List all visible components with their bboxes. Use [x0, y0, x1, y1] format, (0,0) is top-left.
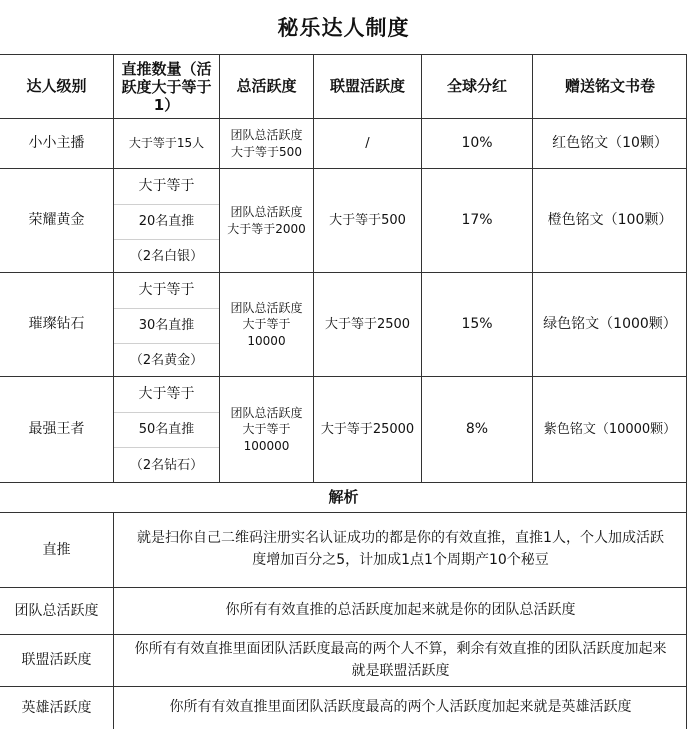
direct-line: 50名直推: [114, 412, 219, 447]
header-gift: 赠送铭文书卷: [532, 55, 687, 118]
header-direct: 直推数量（活跃度大于等于1）: [113, 55, 219, 118]
direct-requirement: 大于等于15人: [113, 119, 219, 168]
analysis-desc: 你所有有效直推的总活跃度加起来就是你的团队总活跃度: [113, 588, 687, 634]
alliance-activity: /: [313, 119, 421, 168]
analysis-term: 英雄活跃度: [21, 699, 92, 716]
direct-line: （2名钻石）: [114, 447, 219, 483]
analysis-desc: 你所有有效直推里面团队活跃度最高的两个人活跃度加起来就是英雄活跃度: [113, 687, 687, 729]
direct-line: （2名白银）: [114, 239, 219, 273]
analysis-term: 直推: [42, 541, 71, 558]
total-activity-line: 大于等于: [242, 422, 291, 437]
direct-line: 大于等于: [138, 282, 195, 299]
direct-line: 20名直推: [114, 204, 219, 239]
analysis-term: 团队总活跃度: [14, 602, 99, 619]
gift-inscription: 绿色铭文（1000颗）: [532, 273, 687, 376]
analysis-row: [0, 512, 687, 587]
global-dividend: 17%: [421, 169, 532, 272]
analysis-term: 联盟活跃度: [21, 652, 92, 669]
header-level: 达人级别: [26, 77, 87, 96]
analysis-desc: 就是扫你自己二维码注册实名认证成功的都是你的有效直推，直推1人，个人加成活跃度增加百分之5，计加成1点1个周期产10个秘豆: [113, 513, 687, 587]
gift-inscription: 橙色铭文（100颗）: [532, 169, 687, 272]
total-activity: [219, 377, 313, 482]
analysis-heading-row: [0, 482, 687, 512]
level-name: 璀璨钻石: [28, 316, 85, 333]
header-alliance: 联盟活跃度: [313, 55, 421, 118]
header-dividend: 全球分红: [421, 55, 532, 118]
table-header-row: [0, 54, 687, 118]
direct-line: 大于等于: [138, 178, 195, 195]
global-dividend: 10%: [421, 119, 532, 168]
direct-requirement: [113, 273, 219, 376]
direct-requirement: [113, 169, 219, 272]
table-row: [0, 168, 687, 272]
gift-inscription: 紫色铭文（10000颗）: [532, 377, 687, 482]
direct-requirement: [113, 377, 219, 482]
alliance-activity: 大于等于25000: [313, 377, 421, 482]
total-activity: [219, 273, 313, 376]
table-row: [0, 118, 687, 168]
total-activity-line: 团队总活跃度: [230, 128, 303, 143]
alliance-activity: 大于等于2500: [313, 273, 421, 376]
level-name: 最强王者: [28, 421, 85, 438]
analysis-row: [0, 587, 687, 634]
analysis-desc: 你所有有效直推里面团队活跃度最高的两个人不算，剩余有效直推的团队活跃度加起来就是联盟活跃度: [113, 635, 687, 686]
total-activity-line: 100000: [243, 438, 290, 453]
total-activity: [219, 119, 313, 168]
header-total: 总活跃度: [219, 55, 313, 118]
page-title: 秘乐达人制度: [277, 16, 410, 40]
total-activity-line: 大于等于: [242, 317, 291, 332]
direct-line: 大于等于: [138, 386, 195, 403]
analysis-row: [0, 634, 687, 686]
analysis-row: [0, 686, 687, 729]
total-activity-line: 大于等于500: [231, 144, 302, 159]
direct-line: （2名黄金）: [114, 343, 219, 377]
gift-inscription: 红色铭文（10颗）: [532, 119, 687, 168]
analysis-heading: 解析: [328, 488, 359, 507]
alliance-activity: 大于等于500: [313, 169, 421, 272]
total-activity-line: 团队总活跃度: [230, 301, 303, 316]
table-row: [0, 376, 687, 482]
total-activity-line: 大于等于2000: [227, 221, 306, 236]
table-row: [0, 272, 687, 376]
total-activity-line: 团队总活跃度: [230, 205, 303, 220]
total-activity-line: 团队总活跃度: [230, 406, 303, 421]
global-dividend: 15%: [421, 273, 532, 376]
total-activity-line: 10000: [247, 333, 286, 348]
total-activity: [219, 169, 313, 272]
level-name: 小小主播: [28, 135, 85, 152]
level-name: 荣耀黄金: [28, 212, 85, 229]
direct-line: 30名直推: [114, 308, 219, 343]
global-dividend: 8%: [421, 377, 532, 482]
